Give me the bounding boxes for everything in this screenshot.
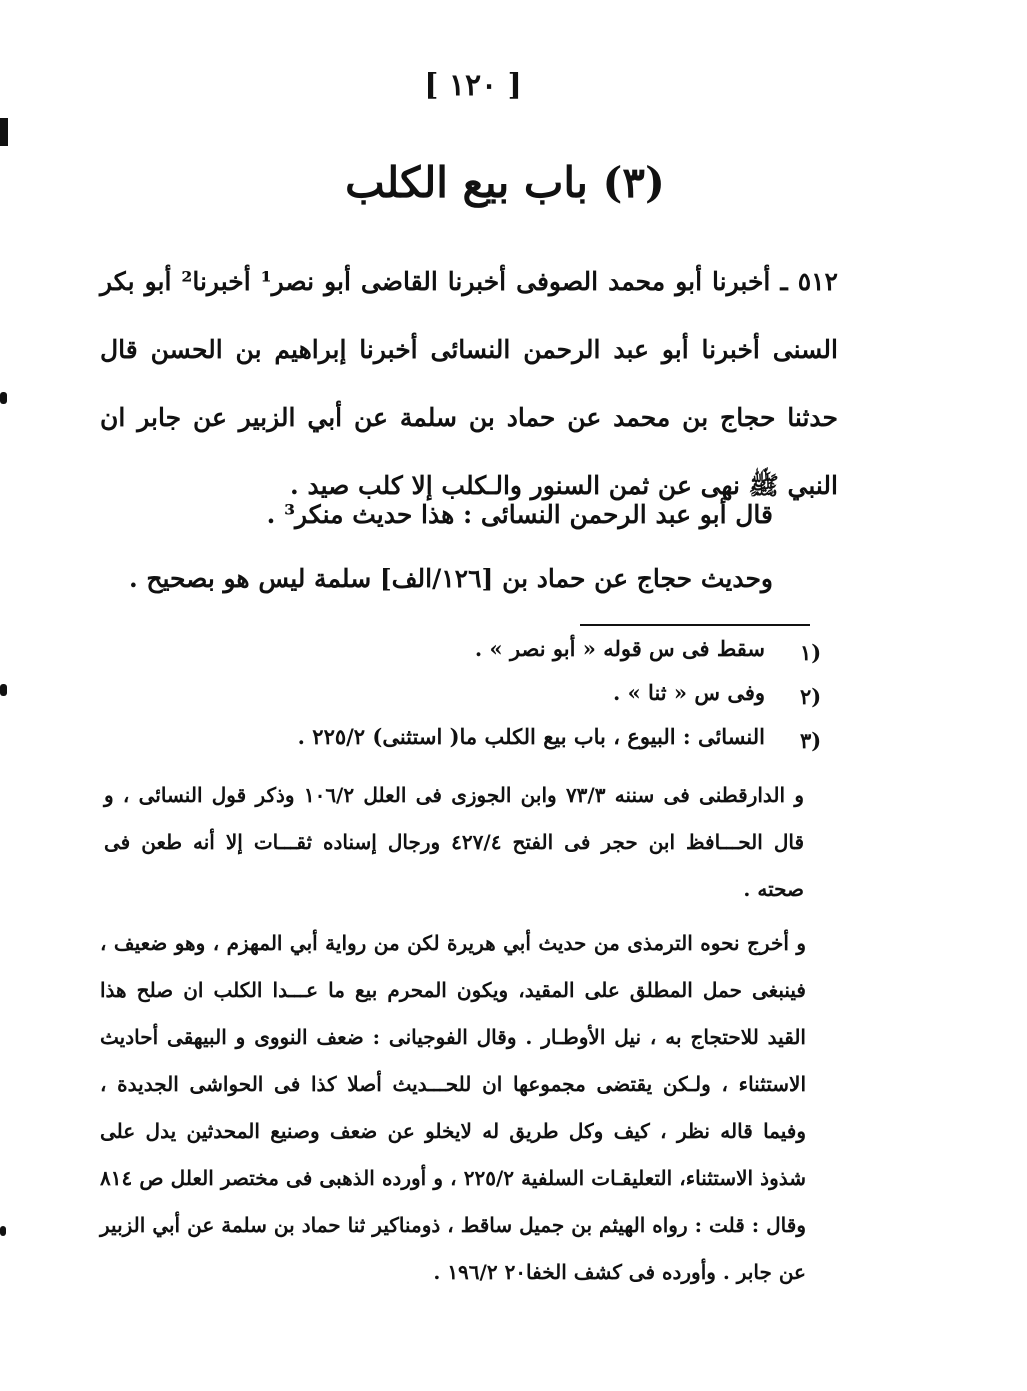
scan-edge-mark [0, 684, 7, 696]
scan-edge-mark [0, 118, 8, 146]
scan-edge-mark [0, 1226, 6, 1236]
hadith-text [100, 248, 838, 520]
footnote-3-commentary [100, 920, 806, 1296]
scan-edge-mark [0, 392, 7, 404]
footnote-paragraph: و الدارقطنى فى سننه ٧٣/٣ وابن الجوزى فى العلل ١٠٦/٢ وذكر قول النسائى ، و قال الحـــافظ ابن حجر فى الفتح ٤٢٧/٤ ورجال إسناده ثقـــات إلا أنه طعن فى صحته . [104, 783, 805, 901]
footnote-number: ٣) [800, 728, 822, 753]
footnote-2: وفى س « ثنا » . [612, 680, 765, 705]
hadith-paragraph: ٥١٢ ـ أخبرنا أبو محمد الصوفى أخبرنا القاضى أبو نصر¹ أخبرنا² أبو بكر السنى أخبرنا أبو عبد الرحمن النسائى أخبرنا إبراهيم بن الحسن قال حدثنا حجاج بن محمد عن حماد بن سلمة عن أبي الزبير عن جابر ان النبي ﷺ نهى عن ثمن السنور والـكلب إلا كلب صيد . [100, 267, 838, 500]
footnote-paragraph: و أخرج نحوه الترمذى من حديث أبي هريرة لكن من رواية أبي المهزم ، وهو ضعيف ، فينبغى حمل المطلق على المقيد، ويكون المحرم بيع ما عـــدا الكلب ان صلح هذا القيد للاحتجاج به ، نيل الأوطـار . وقال الفوجيانى : ضعف النووى و البيهقى أحاديث الاستثناء ، ولـكن يقتضى مجموعها ان للحـــديث أصلا كذا فى الحواشى الجديدة ، وفيما قاله نظر ، كيف وكل طريق له لايخلو عن ضعف وصنيع المحدثين يدل على شذوذ الاستثناء، التعليقـات السلفية ٢٢٥/٢ ، و أورده الذهبى فى مختصر العلل ص ٨١٤ وقال : قلت : رواه الهيثم بن جميل ساقط ، ذومناكير ثنا حماد بن سلمة عن أبي الزبير عن جابر . وأورده فى كشف الخفا٢٠ ١٩٦/٢ . [100, 931, 807, 1284]
footnote-number: ١) [800, 640, 822, 665]
hadith-quote-nasai: قال أبو عبد الرحمن النسائى : هذا حديث منكر³ . [266, 500, 773, 529]
hadith-quote-hajjaj: وحديث حجاج عن حماد بن [١٢٦/الف] سلمة ليس هو بصحيح . [128, 564, 773, 593]
footnote-1: سقط فى س قوله « أبو نصر » . [474, 636, 765, 661]
footnote-3: النسائى : البيوع ، باب بيع الكلب ما( استثنى) ٢٢٥/٢ . [297, 724, 765, 749]
footnote-number: ٢) [800, 684, 822, 709]
footnote-divider [580, 624, 810, 626]
page-number: [ ١٢٠ ] [424, 68, 522, 103]
footnote-3-continuation [104, 772, 804, 913]
chapter-title: (٣) باب بيع الكلب [345, 158, 665, 207]
